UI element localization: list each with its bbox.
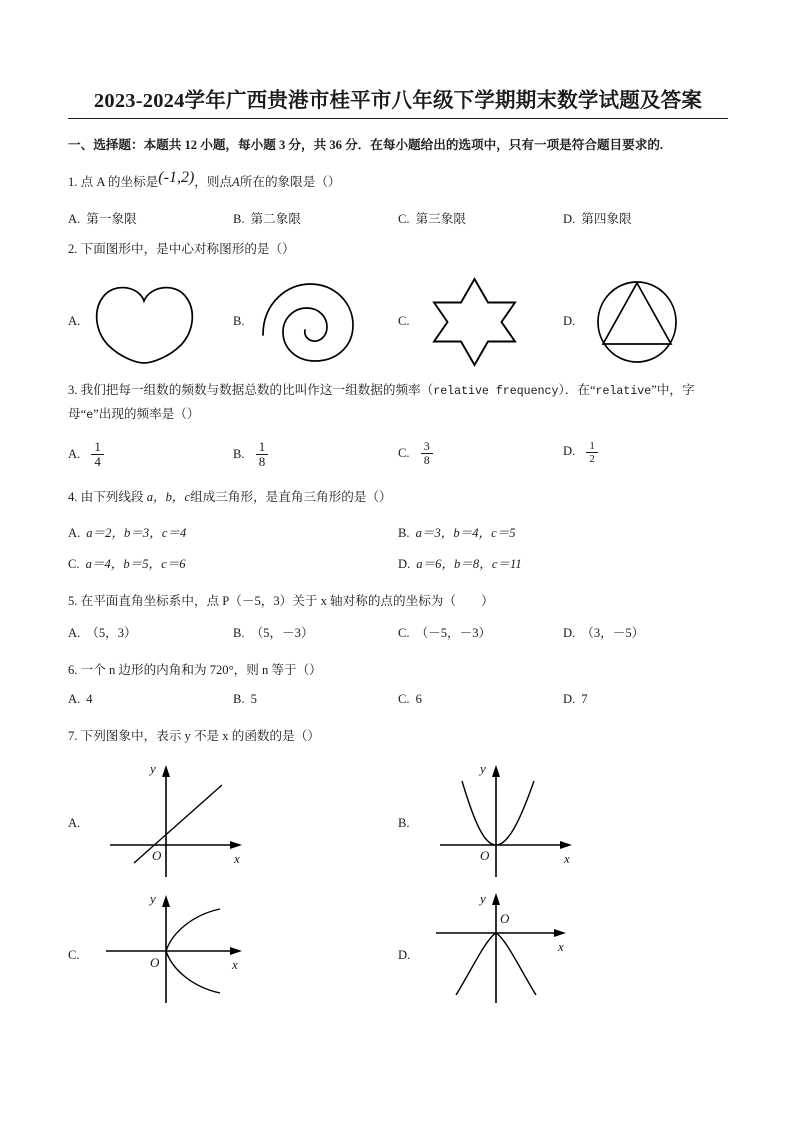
graph-7d-y-label: y: [480, 891, 486, 907]
figure-option-2-d-label: D.: [563, 314, 576, 328]
option-6-c[interactable]: [398, 692, 563, 707]
option-3-b-denominator: 8: [256, 454, 269, 470]
option-4-b[interactable]: [398, 522, 728, 541]
option-3-a-label: A.: [68, 447, 81, 462]
option-1-b-label: B.: [233, 211, 245, 226]
option-1-d-label: D.: [563, 211, 576, 226]
option-4-a-text: a＝2，b＝3，c＝4: [86, 525, 187, 540]
option-4-a-label: A.: [68, 525, 81, 540]
option-6-b-text: 5: [250, 692, 257, 707]
question-3-stem: [68, 379, 728, 427]
graph-option-7-b-label: B.: [398, 815, 410, 830]
option-4-b-label: B.: [398, 525, 410, 540]
option-4-a[interactable]: [68, 522, 398, 541]
figure-option-2-c-label: C.: [398, 314, 410, 328]
spiral-icon: [257, 279, 362, 365]
question-5-options: [68, 622, 728, 641]
option-4-c-label: C.: [68, 556, 80, 571]
question-1-options: [68, 208, 728, 227]
option-5-b-text: （5，－3）: [250, 626, 314, 641]
graph-7c-x-label: x: [232, 957, 238, 973]
graph-option-7-a-label: A.: [68, 815, 81, 830]
question-1-stem-part-c: 所在的象限是（）: [239, 175, 341, 190]
option-4-d-text: a＝6，b＝8，c＝11: [416, 556, 522, 571]
option-1-a[interactable]: [68, 208, 233, 227]
circle-with-triangle-icon: [587, 279, 687, 365]
question-1-stem-part-b: ，则点: [194, 175, 233, 190]
graph-7a-y-label: y: [150, 761, 156, 777]
heart-icon: [92, 279, 197, 365]
figure-option-2-b[interactable]: [233, 279, 398, 365]
option-4-b-text: a＝3，b＝4，c＝5: [415, 525, 516, 540]
graph-option-7-c[interactable]: [68, 891, 398, 1019]
option-3-c-fraction: [421, 440, 433, 468]
question-3-stem-part-c: ”: [651, 382, 657, 397]
question-3-term-relative: relative: [595, 384, 652, 398]
question-3-letter-e: e: [86, 408, 94, 422]
question-1-coordinate: (-1,2): [158, 169, 195, 187]
option-5-b-label: B.: [233, 626, 245, 641]
option-5-a-label: A.: [68, 626, 81, 641]
question-1-variable: A: [232, 175, 240, 190]
option-1-d[interactable]: [563, 208, 728, 227]
option-5-d[interactable]: [563, 622, 728, 641]
question-4-stem-part-b: 组成三角形，是直角三角形的是（）: [190, 489, 392, 504]
option-1-a-label: A.: [68, 211, 81, 226]
graph-option-7-d[interactable]: [398, 891, 728, 1019]
question-2-number: 2.: [68, 241, 78, 256]
rightward-parabola-graph-icon: [92, 891, 272, 1019]
option-5-c[interactable]: [398, 622, 563, 641]
option-3-d-label: D.: [563, 444, 576, 459]
option-3-d[interactable]: [563, 440, 728, 470]
option-3-c-denominator: 8: [421, 453, 433, 467]
option-3-c-label: C.: [398, 445, 410, 460]
question-5-stem-text: 在平面直角坐标系中，点 P（－5，3）关于 x 轴对称的点的坐标为（ ）: [80, 593, 494, 608]
question-4-variables: a，b，c: [146, 489, 191, 504]
graph-option-7-c-label: C.: [68, 947, 80, 962]
figure-option-2-a-label: A.: [68, 314, 81, 328]
graph-option-7-d-label: D.: [398, 947, 411, 962]
question-5: [68, 590, 728, 614]
question-3-stem-part-d: 中，字母“: [68, 382, 695, 421]
option-4-d[interactable]: [398, 553, 728, 572]
rising-line-graph-icon: [92, 759, 272, 887]
option-3-c[interactable]: [398, 440, 563, 470]
option-3-d-denominator: 2: [586, 452, 598, 465]
option-1-b[interactable]: [233, 208, 398, 227]
question-7-stem-text: 下列图象中，表示 y 不是 x 的函数的是（）: [80, 729, 320, 744]
figure-option-2-d[interactable]: [563, 279, 728, 365]
option-4-c-text: a＝4，b＝5，c＝6: [85, 556, 186, 571]
question-7-number: 7.: [68, 729, 78, 744]
option-6-a-label: A.: [68, 692, 81, 707]
question-2: [68, 238, 728, 262]
option-3-b-numerator: 1: [258, 438, 266, 454]
graph-7a-x-label: x: [234, 851, 240, 867]
option-4-c[interactable]: [68, 553, 398, 572]
question-4-number: 4.: [68, 489, 78, 504]
graph-7b-x-label: x: [564, 851, 570, 867]
question-1-number: 1.: [68, 175, 78, 190]
option-6-d[interactable]: [563, 692, 728, 707]
option-6-a[interactable]: [68, 692, 233, 707]
figure-option-2-b-label: B.: [233, 314, 245, 328]
graph-7b-origin-label: O: [480, 848, 490, 864]
option-5-d-label: D.: [563, 626, 576, 641]
document-content: [68, 88, 728, 1019]
option-3-d-numerator: 1: [589, 439, 595, 452]
question-6-stem: [68, 659, 728, 683]
question-1-stem: [68, 168, 728, 198]
question-5-stem: [68, 590, 728, 614]
option-5-a[interactable]: [68, 622, 233, 641]
option-3-a-denominator: 4: [91, 454, 104, 470]
question-5-number: 5.: [68, 593, 78, 608]
question-4-options: [68, 510, 728, 572]
option-6-c-label: C.: [398, 692, 410, 707]
question-7-stem: [68, 725, 728, 749]
question-2-stem-text: 下面图形中，是中心对称图形的是（）: [80, 241, 295, 256]
graph-7d-origin-label: O: [500, 911, 510, 927]
question-6: [68, 659, 728, 683]
option-1-b-text: 第二象限: [250, 211, 301, 226]
six-pointed-star-icon: [422, 276, 527, 368]
option-3-b[interactable]: [233, 440, 398, 470]
option-3-a-numerator: 1: [94, 438, 101, 454]
question-6-number: 6.: [68, 663, 78, 678]
question-7-graphs-row-2: [68, 891, 728, 1019]
option-6-d-text: 7: [581, 692, 588, 707]
option-3-d-fraction: [586, 440, 598, 466]
question-3-options: [68, 440, 728, 470]
option-3-b-label: B.: [233, 447, 245, 462]
question-4-stem: [68, 486, 728, 510]
question-3-stem-part-b: ）．在“: [558, 382, 596, 397]
question-6-stem-text: 一个 n 边形的内角和为 720°，则 n 等于（）: [80, 663, 322, 678]
question-3-term-relative-frequency: relative frequency: [433, 384, 559, 398]
option-1-d-text: 第四象限: [581, 211, 632, 226]
question-1: [68, 168, 728, 198]
graph-7c-y-label: y: [150, 891, 156, 907]
option-5-c-text: （－5，－3）: [415, 626, 492, 641]
option-6-c-text: 6: [415, 692, 422, 707]
question-7-graphs-row-1: [68, 759, 728, 887]
option-4-d-label: D.: [398, 556, 411, 571]
graph-7c-origin-label: O: [150, 955, 160, 971]
option-3-c-numerator: 3: [423, 438, 430, 453]
section-instruction: 一、选择题：本题共 12 小题，每小题 3 分，共 36 分．在每小题给出的选项中，只有一项是符合题目要求的.: [68, 137, 664, 152]
option-1-c[interactable]: [398, 208, 563, 227]
option-3-a[interactable]: [68, 440, 233, 470]
graph-option-7-b[interactable]: [398, 759, 728, 887]
option-1-c-label: C.: [398, 211, 410, 226]
option-3-a-fraction: [91, 440, 104, 470]
option-1-c-text: 第三象限: [415, 211, 466, 226]
graph-7d-x-label: x: [558, 939, 564, 955]
option-3-b-fraction: [256, 440, 269, 470]
question-4-stem-part-a: 由下列线段: [80, 489, 144, 504]
option-6-d-label: D.: [563, 692, 576, 707]
question-3-stem-part-a: 我们把每一组数的频数与数据总数的比叫作这一组数据的频率（: [80, 382, 434, 397]
question-3-stem-part-e: ”出现的频率是（）: [93, 406, 200, 421]
option-6-a-text: 4: [86, 692, 93, 707]
question-3: [68, 379, 728, 427]
question-3-number: 3.: [68, 382, 78, 397]
option-6-b-label: B.: [233, 692, 245, 707]
page-title: 2023-2024学年广西贵港市桂平市八年级下学期期末数学试题及答案: [68, 88, 728, 119]
figure-option-2-a[interactable]: [68, 279, 233, 365]
figure-option-2-c[interactable]: [398, 276, 563, 368]
question-2-figures: [68, 276, 728, 368]
option-1-a-text: 第一象限: [86, 211, 137, 226]
graph-option-7-a[interactable]: [68, 759, 398, 887]
graph-7a-origin-label: O: [152, 848, 162, 864]
question-1-stem-part-a: 点 A 的坐标是: [80, 175, 159, 190]
downward-parabola-graph-icon: [422, 891, 602, 1019]
option-5-b[interactable]: [233, 622, 398, 641]
option-5-c-label: C.: [398, 626, 410, 641]
graph-7b-y-label: y: [480, 761, 486, 777]
question-7: [68, 725, 728, 749]
option-5-d-text: （3，－5）: [581, 626, 645, 641]
question-2-stem: [68, 238, 728, 262]
option-6-b[interactable]: [233, 692, 398, 707]
question-6-options: [68, 692, 728, 707]
question-4: [68, 486, 728, 510]
option-5-a-text: （5，3）: [86, 626, 137, 641]
upward-parabola-graph-icon: [422, 759, 602, 887]
